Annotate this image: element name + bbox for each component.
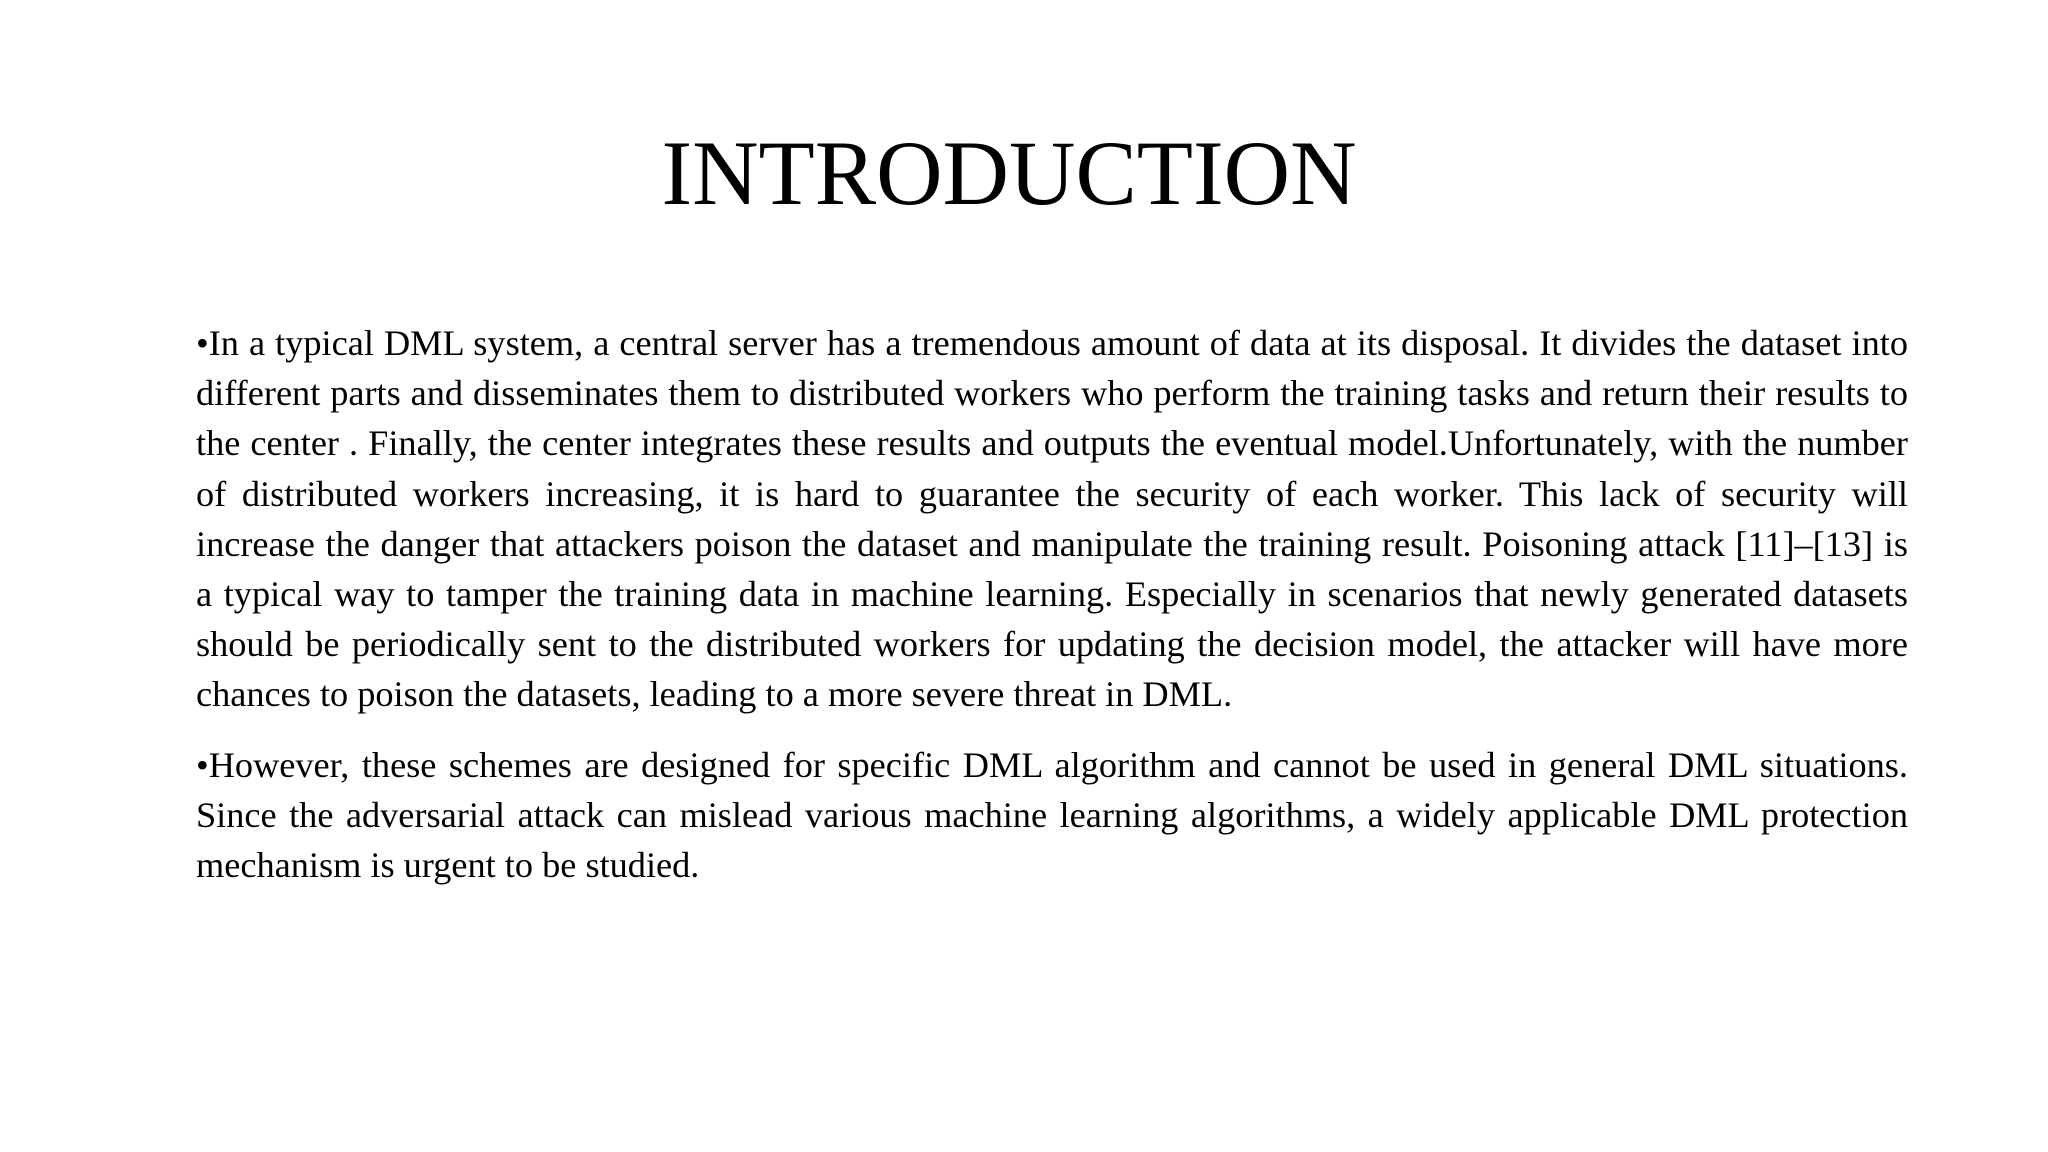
bullet-paragraph-1: •In a typical DML system, a central server has a tremendous amount of data at its disposal. It divides the dataset into different parts and disseminates them to distributed workers who perform the training tasks and return their results to the center . Finally, the center integrates these results and outputs the eventual model.Unfortunately, with the number of distributed workers increasing, it is hard to guarantee the security of each worker. This lack of security will increase the danger that attackers poison the dataset and manipulate the training result. Poisoning attack [11]–[13] is a typical way to tamper the training data in machine learning. Especially in scenarios that newly generated datasets should be periodically sent to the distributed workers for updating the decision model, the attacker will have more chances to poison the datasets, leading to a more severe threat in DML. <box>196 323 1908 715</box>
slide-body <box>196 318 1908 910</box>
bullet-paragraph-2: •However, these schemes are designed for specific DML algorithm and cannot be used in general DML situations. Since the adversarial attack can mislead various machine learning algorithms, a widely applicable DML protection mechanism is urgent to be studied. <box>196 744 1908 886</box>
slide-title: INTRODUCTION <box>661 122 1357 224</box>
